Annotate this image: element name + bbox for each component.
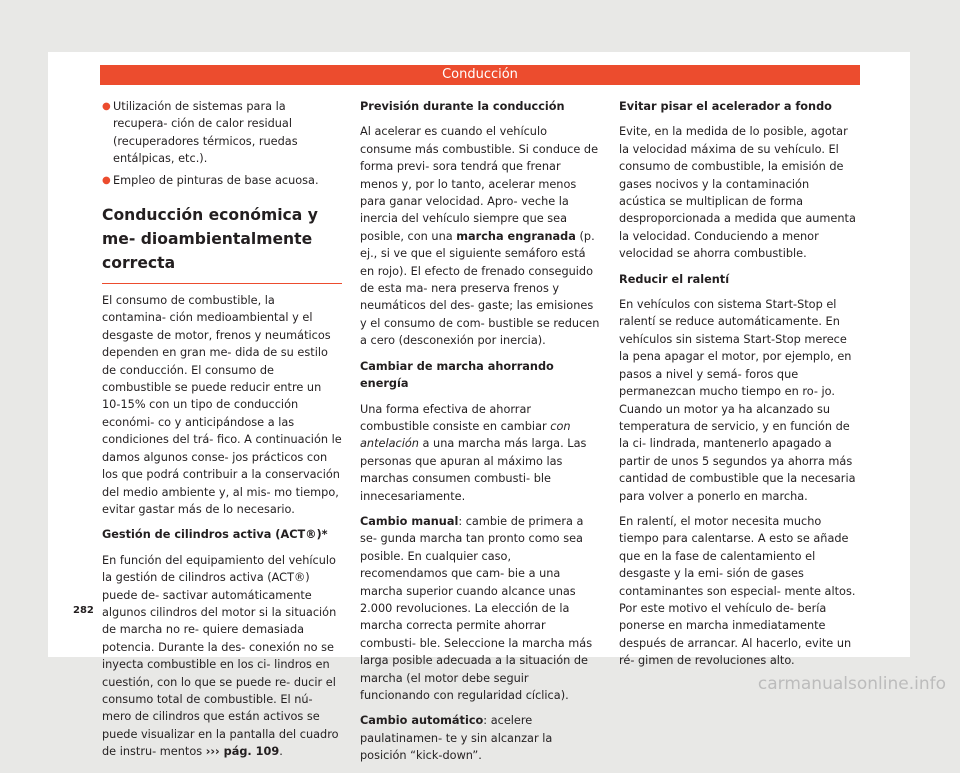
paragraph-acelerador: Evite, en la medida de lo posible, agotar la velocidad máxima de su vehículo. El consumo de combustible, la emisión de gases nocivos y la contaminación acústica se multiplican de forma desproporcionada a medida que aumenta la velocidad. Conduciendo a menor velocidad se ahorra combustible. bbox=[619, 125, 856, 261]
act-paragraph bbox=[102, 552, 342, 761]
act-heading: Gestión de cilindros activa (ACT®)* bbox=[102, 528, 328, 542]
intro-paragraph: El consumo de combustible, la contamina- ción medioambiental y el desgaste de motor, frenos y neumáticos dependen en gran me- dida de su estilo de conducción. El consumo de combustible se puede reducir entre un 10-15% con un tipo de conducción económi- co y anticipándose a las condiciones del trá- fico. A continuación le damos algunos conse- jos prácticos con los que podrá contribuir a la conservación del medio ambiente y, al mis- mo tiempo, evitar gastar más de lo necesario. bbox=[102, 294, 342, 516]
list-item bbox=[102, 172, 342, 189]
column-2 bbox=[360, 98, 600, 773]
heading-cambiar-marcha: Cambiar de marcha ahorrando energía bbox=[360, 359, 554, 391]
act-end: . bbox=[279, 745, 283, 759]
column-1 bbox=[102, 98, 342, 769]
text: a una marcha más larga. Las personas que apuran al máximo las marchas consumen combusti- ble innecesariamente. bbox=[360, 437, 587, 503]
list-item bbox=[102, 98, 342, 168]
watermark: carmanualsonline.info bbox=[757, 674, 946, 694]
column-3 bbox=[619, 98, 859, 678]
chapter-header: Conducción bbox=[100, 65, 860, 85]
emphasis: con antelación bbox=[360, 419, 571, 451]
paragraph-cambio-automatico bbox=[360, 712, 600, 764]
text: Una forma efectiva de ahorrar combustible consiste en cambiar bbox=[360, 402, 547, 433]
paragraph-ralenti-2: En ralentí, el motor necesita mucho tiempo para calentarse. A esto se añade que en la fase de calentamiento el desgaste y la emi- sión de gases contaminantes son especial- mente altos. Por este motivo el vehículo de- bería ponerse en marcha inmediatamente después de arrancar. Al hacerlo, evite un ré- gimen de revoluciones alto. bbox=[619, 514, 856, 668]
page-link[interactable]: ››› pág. 109 bbox=[205, 745, 280, 759]
bullet-text: Utilización de sistemas para la recupera- ción de calor residual (recuperadores térmicos, ruedas entálpicas, etc.). bbox=[113, 100, 298, 166]
bullet-icon: ● bbox=[102, 174, 111, 186]
emphasis: marcha engranada bbox=[456, 229, 576, 243]
page-number: 282 bbox=[73, 605, 94, 616]
text: : acelere paulatinamen- te y sin alcanzar la posición “kick-down”. bbox=[360, 714, 553, 763]
heading-prevision: Previsión durante la conducción bbox=[360, 100, 565, 113]
term: Cambio manual bbox=[360, 514, 459, 528]
text: Al acelerar es cuando el vehículo consume más combustible. Si conduce de forma previ- sora tendrá que frenar menos y, por lo tanto, acelerar menos para ganar velocidad. Apro- veche la inercia del vehículo siempre que sea posible, con una bbox=[360, 125, 599, 243]
act-text: En función del equipamiento del vehículo la gestión de cilindros activa (ACT®) puede de- sactivar automáticamente algunos cilindros del motor si la situación de marcha no re- quiere demasiada potencia. Durante la des- conexión no se inyecta combustible en los ci- lindros en cuestión, con lo que se puede re- ducir el consumo total de combustible. El nú- mero de cilindros que están activos se puede visualizar en la pantalla del cuadro de instru- mentos bbox=[102, 553, 339, 759]
heading-ralenti: Reducir el ralentí bbox=[619, 272, 730, 286]
paragraph-cambio-manual bbox=[360, 513, 600, 704]
paragraph-prevision bbox=[360, 123, 600, 349]
text: : cambie de primera a se- gunda marcha tan pronto como sea posible. En cualquier caso, recomendamos que cam- bie a una marcha superior cuando alcance unas 2.000 revoluciones. La elección de la marcha correcta permite ahorrar combusti- ble. Seleccione la marcha más larga posible adecuada a la situación de marcha (el motor debe seguir funcionando con regularidad cíclica). bbox=[360, 514, 593, 702]
text: (p. ej., si ve que el siguiente semáforo está en rojo). El efecto de frenado conseguido de esta ma- nera preserva frenos y neumáticos del des- gaste; las emisiones y el consumo de com- bustible se reducen a cero (desconexión por inercia). bbox=[360, 229, 600, 348]
paragraph-ralenti: En vehículos con sistema Start-Stop el ralentí se reduce automáticamente. En vehículos sin sistema Start-Stop merece la pena apagar el motor, por ejemplo, en pasos a nivel y semá- foros que permanezcan mucho tiempo en ro- jo. Cuando un motor ya ha alcanzado su temperatura de servicio, y en función de la ci- lindrada, mantenerlo apagado a partir de unos 5 segundos ya ahorra más cantidad de combustible que la necesaria para volver a ponerlo en marcha. bbox=[619, 298, 856, 503]
bullet-text: Empleo de pinturas de base acuosa. bbox=[113, 173, 319, 187]
paragraph-cambiar-marcha bbox=[360, 401, 600, 505]
term: Cambio automático bbox=[360, 714, 484, 728]
heading-acelerador: Evitar pisar el acelerador a fondo bbox=[619, 100, 832, 113]
section-title: Conducción económica y me- dioambientalmente correcta bbox=[102, 203, 342, 284]
bullet-icon: ● bbox=[102, 101, 111, 112]
